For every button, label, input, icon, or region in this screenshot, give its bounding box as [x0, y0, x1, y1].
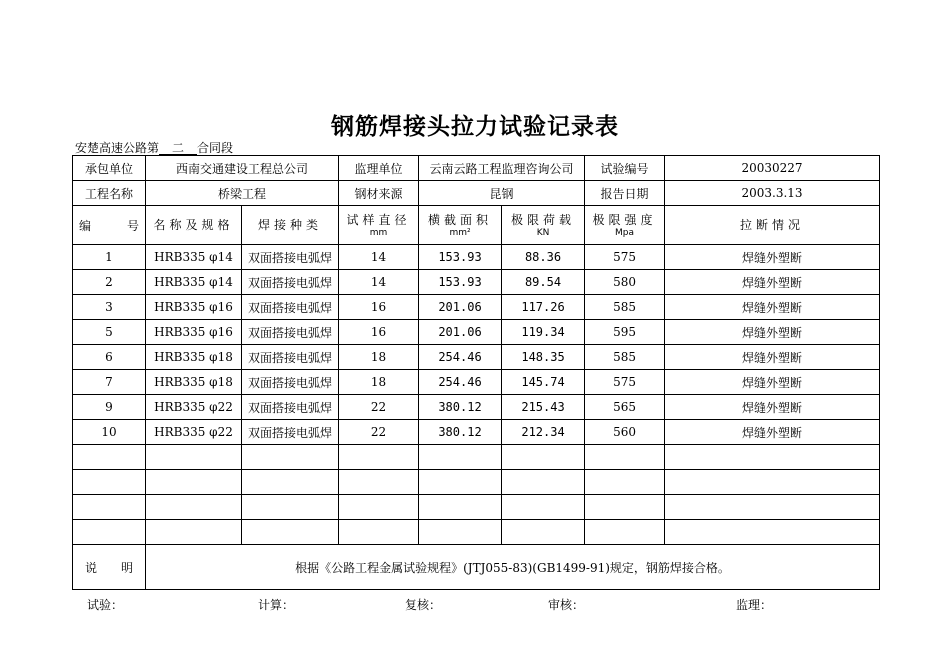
row-spec: HRB335 φ18: [146, 345, 242, 370]
row-result: 焊缝外塑断: [665, 345, 880, 370]
row-result: 焊缝外塑断: [665, 320, 880, 345]
header-number: 编 号: [73, 206, 146, 245]
signature-line: [0, 596, 950, 612]
row-load: 148.35: [502, 345, 585, 370]
table-row: [73, 420, 880, 445]
subtitle-suffix: 合同段: [197, 141, 234, 155]
header-strength: [585, 206, 665, 245]
row-result: 焊缝外塑断: [665, 245, 880, 270]
row-result: 焊缝外塑断: [665, 295, 880, 320]
row-strength: 575: [585, 245, 665, 270]
material-source-label: 钢材来源: [339, 181, 419, 206]
row-spec: HRB335 φ14: [146, 270, 242, 295]
material-source-value: 昆钢: [419, 181, 585, 206]
row-spec: HRB335 φ16: [146, 295, 242, 320]
row-strength: 585: [585, 295, 665, 320]
row-strength: 560: [585, 420, 665, 445]
contract-section-line: [75, 139, 233, 156]
row-strength: 595: [585, 320, 665, 345]
row-area: 153.93: [419, 245, 502, 270]
table-row: [73, 320, 880, 345]
row-area: 201.06: [419, 320, 502, 345]
header-area: [419, 206, 502, 245]
report-date-value: 2003.3.13: [665, 181, 880, 206]
header-diameter-text: 试样直径: [346, 212, 411, 227]
project-label: 工程名称: [73, 181, 146, 206]
signature-supervise: 监理：: [736, 598, 773, 612]
contractor-value: 西南交通建设工程总公司: [146, 156, 339, 181]
row-number: 1: [73, 245, 146, 270]
test-record-table: [72, 155, 880, 590]
note-row: [73, 545, 880, 590]
row-diameter: 18: [339, 370, 419, 395]
row-weld-type: 双面搭接电弧焊: [242, 270, 339, 295]
signature-audit: 审核：: [548, 598, 585, 612]
row-area: 254.46: [419, 345, 502, 370]
table-row: [73, 295, 880, 320]
table-row: [73, 395, 880, 420]
page-title: 钢筋焊接头拉力试验记录表: [331, 114, 619, 140]
header-name-spec: 名称及规格: [146, 206, 242, 245]
header-load-text: 极限荷载: [511, 212, 576, 227]
row-strength: 585: [585, 345, 665, 370]
header-result: 拉断情况: [665, 206, 880, 245]
row-spec: HRB335 φ16: [146, 320, 242, 345]
header-area-unit: mm²: [449, 227, 471, 238]
row-weld-type: 双面搭接电弧焊: [242, 320, 339, 345]
signature-test: 试验：: [87, 598, 124, 612]
table-row: [73, 370, 880, 395]
supervisor-value: 云南云路工程监理咨询公司: [419, 156, 585, 181]
row-diameter: 16: [339, 320, 419, 345]
row-weld-type: 双面搭接电弧焊: [242, 295, 339, 320]
row-diameter: 22: [339, 395, 419, 420]
test-number-label: 试验编号: [585, 156, 665, 181]
row-weld-type: 双面搭接电弧焊: [242, 370, 339, 395]
row-number: 7: [73, 370, 146, 395]
row-area: 380.12: [419, 395, 502, 420]
row-spec: HRB335 φ14: [146, 245, 242, 270]
test-number-value: 20030227: [665, 156, 880, 181]
header-load: [502, 206, 585, 245]
report-date-label: 报告日期: [585, 181, 665, 206]
row-diameter: 18: [339, 345, 419, 370]
row-number: 2: [73, 270, 146, 295]
signature-calc: 计算：: [258, 598, 295, 612]
info-row-2: [73, 181, 880, 206]
contractor-label: 承包单位: [73, 156, 146, 181]
row-spec: HRB335 φ22: [146, 395, 242, 420]
row-number: 5: [73, 320, 146, 345]
empty-row: [73, 445, 880, 470]
header-strength-text: 极限强度: [592, 212, 657, 227]
header-weld-type: 焊接种类: [242, 206, 339, 245]
row-result: 焊缝外塑断: [665, 370, 880, 395]
row-diameter: 14: [339, 245, 419, 270]
row-load: 145.74: [502, 370, 585, 395]
info-row-1: [73, 156, 880, 181]
row-spec: HRB335 φ18: [146, 370, 242, 395]
table-row: [73, 245, 880, 270]
row-weld-type: 双面搭接电弧焊: [242, 245, 339, 270]
row-load: 119.34: [502, 320, 585, 345]
column-header-row: [73, 206, 880, 245]
project-value: 桥梁工程: [146, 181, 339, 206]
row-weld-type: 双面搭接电弧焊: [242, 345, 339, 370]
header-diameter: [339, 206, 419, 245]
row-number: 6: [73, 345, 146, 370]
header-strength-unit: Mpa: [615, 227, 635, 238]
table-row: [73, 270, 880, 295]
row-area: 153.93: [419, 270, 502, 295]
row-weld-type: 双面搭接电弧焊: [242, 395, 339, 420]
row-load: 212.34: [502, 420, 585, 445]
empty-row: [73, 495, 880, 520]
row-load: 88.36: [502, 245, 585, 270]
table-row: [73, 345, 880, 370]
row-number: 10: [73, 420, 146, 445]
empty-row: [73, 470, 880, 495]
header-diameter-unit: mm: [369, 227, 388, 238]
row-number: 3: [73, 295, 146, 320]
row-load: 89.54: [502, 270, 585, 295]
supervisor-label: 监理单位: [339, 156, 419, 181]
row-area: 201.06: [419, 295, 502, 320]
row-load: 215.43: [502, 395, 585, 420]
contract-section-number: 二: [159, 142, 197, 155]
subtitle-prefix: 安楚高速公路第: [75, 141, 160, 155]
row-weld-type: 双面搭接电弧焊: [242, 420, 339, 445]
signature-review: 复核：: [405, 598, 442, 612]
row-area: 254.46: [419, 370, 502, 395]
row-area: 380.12: [419, 420, 502, 445]
empty-row: [73, 520, 880, 545]
row-diameter: 14: [339, 270, 419, 295]
row-diameter: 22: [339, 420, 419, 445]
note-text: 根据《公路工程金属试验规程》(JTJ055-83)(GB1499-91)规定，钢筋焊接合格。: [146, 545, 880, 590]
row-strength: 575: [585, 370, 665, 395]
row-spec: HRB335 φ22: [146, 420, 242, 445]
row-result: 焊缝外塑断: [665, 420, 880, 445]
row-result: 焊缝外塑断: [665, 395, 880, 420]
row-strength: 565: [585, 395, 665, 420]
row-diameter: 16: [339, 295, 419, 320]
header-load-unit: KN: [536, 227, 550, 238]
row-load: 117.26: [502, 295, 585, 320]
header-area-text: 横截面积: [428, 212, 493, 227]
row-number: 9: [73, 395, 146, 420]
row-result: 焊缝外塑断: [665, 270, 880, 295]
row-strength: 580: [585, 270, 665, 295]
note-label: 说 明: [73, 545, 146, 590]
